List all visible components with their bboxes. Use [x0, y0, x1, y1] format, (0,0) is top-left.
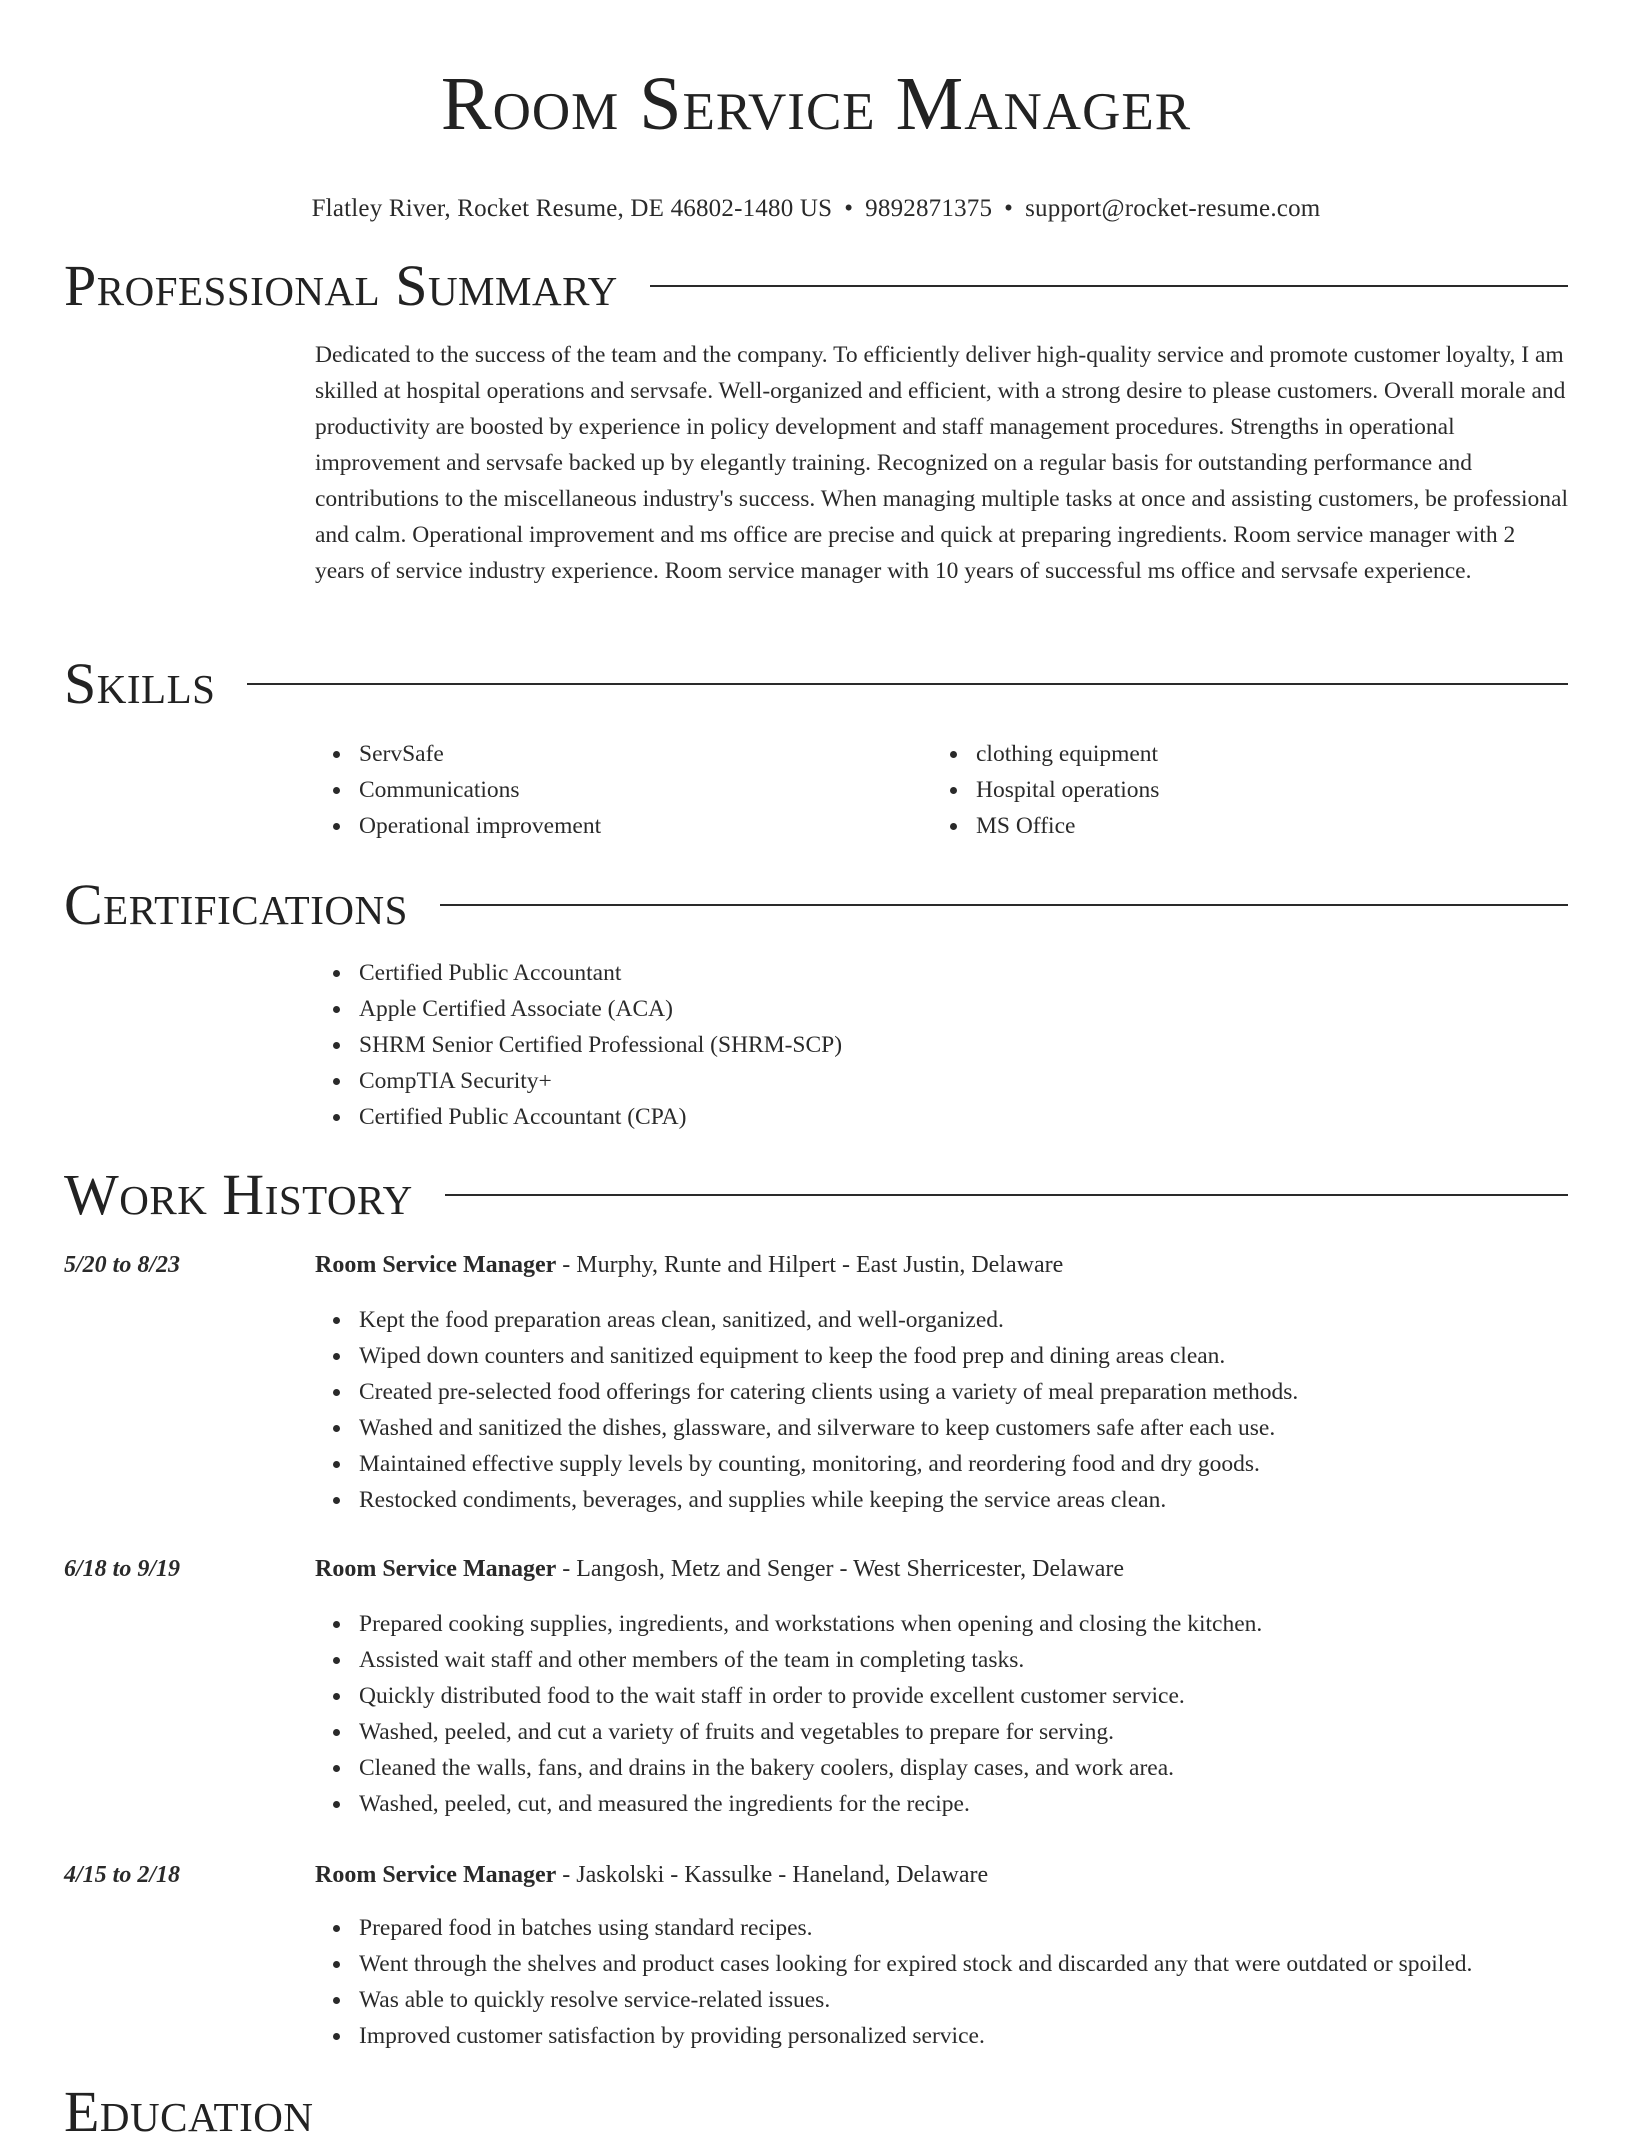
- job-duty-item: Prepared food in batches using standard recipes.: [359, 1910, 1568, 1946]
- job-duty-item: Washed, peeled, and cut a variety of fruits and vegetables to prepare for serving.: [359, 1714, 1568, 1750]
- contact-phone: 9892871375: [865, 195, 993, 222]
- job-bullets-block: [315, 1910, 1568, 2054]
- job-duty-item: Kept the food preparation areas clean, sanitized, and well-organized.: [359, 1302, 1568, 1338]
- job-role: Room Service Manager: [315, 1252, 557, 1278]
- job-duty-item: Prepared cooking supplies, ingredients, and workstations when opening and closing the kitchen.: [359, 1606, 1568, 1642]
- job-duty-item: Restocked condiments, beverages, and supplies while keeping the service areas clean.: [359, 1482, 1568, 1518]
- job-duty-item: Assisted wait staff and other members of the team in completing tasks.: [359, 1642, 1568, 1678]
- contact-line: [64, 194, 1568, 224]
- education-section-header: [64, 2080, 1568, 2144]
- contact-separator: •: [1004, 195, 1014, 222]
- resume-page: [64, 0, 1568, 2144]
- certifications-list: [315, 955, 1568, 1135]
- job-duty-item: Went through the shelves and product cases looking for expired stock and discarded any that were outdated or spoiled.: [359, 1946, 1568, 1982]
- certifications-section-title: Certifications: [64, 872, 408, 937]
- section-divider: [247, 683, 1568, 685]
- skill-item: Operational improvement: [359, 808, 932, 844]
- skills-block: [315, 736, 1568, 844]
- summary-section-title: Professional Summary: [64, 253, 618, 318]
- certification-item: SHRM Senior Certified Professional (SHRM-SCP): [359, 1027, 1568, 1063]
- job-title-line: [315, 1859, 1568, 1891]
- job-dates: 6/18 to 9/19: [64, 1556, 181, 1582]
- work-history-section-title: Work History: [64, 1162, 413, 1227]
- job-duties-list: [315, 1302, 1568, 1518]
- candidate-name: Room Service Manager: [440, 62, 1192, 146]
- job-dates: 5/20 to 8/23: [64, 1252, 181, 1278]
- job-duty-item: Cleaned the walls, fans, and drains in the bakery coolers, display cases, and work area.: [359, 1750, 1568, 1786]
- section-divider: [650, 285, 1568, 287]
- job-employer: - Jaskolski - Kassulke - Haneland, Delaware: [556, 1862, 989, 1888]
- contact-email: support@rocket-resume.com: [1025, 195, 1321, 222]
- skills-section-header: [64, 652, 1568, 716]
- section-divider: [445, 1194, 1568, 1196]
- job-duties-list: [315, 1606, 1568, 1822]
- job-role: Room Service Manager: [315, 1556, 557, 1582]
- job-employer: - Murphy, Runte and Hilpert - East Justin, Delaware: [556, 1252, 1064, 1278]
- job-title-line: [315, 1249, 1568, 1281]
- job-duty-item: Quickly distributed food to the wait staff in order to provide excellent customer service.: [359, 1678, 1568, 1714]
- job-role: Room Service Manager: [315, 1862, 557, 1888]
- job-title-line: [315, 1553, 1568, 1585]
- summary-text: Dedicated to the success of the team and the company. To efficiently deliver high-quality service and promote customer loyalty, I am skilled at hospital operations and servsafe. Well-organized and efficient, with a strong desire to please customers. Overall morale and productivity are boosted by experience in policy development and staff management procedures. Strengths in operational improvement and servsafe backed up by elegantly training. Recognized on a regular basis for outstanding performance and contributions to the miscellaneous industry's success. When managing multiple tasks at once and assisting customers, be professional and calm. Operational improvement and ms office are precise and quick at preparing ingredients. Room service manager with 2 years of service industry experience. Room service manager with 10 years of successful ms office and servsafe experience.: [315, 342, 1568, 584]
- job-duty-item: Improved customer satisfaction by providing personalized service.: [359, 2018, 1568, 2054]
- work-history-section-header: [64, 1163, 1568, 1227]
- certification-item: Certified Public Accountant: [359, 955, 1568, 991]
- job-duty-item: Wiped down counters and sanitized equipment to keep the food prep and dining areas clean.: [359, 1338, 1568, 1374]
- contact-separator: •: [844, 195, 854, 222]
- skill-item: MS Office: [976, 808, 1549, 844]
- skills-section-title: Skills: [64, 651, 216, 716]
- job-duty-item: Maintained effective supply levels by counting, monitoring, and reordering food and dry goods.: [359, 1446, 1568, 1482]
- skills-column-right: [932, 736, 1549, 844]
- skill-item: ServSafe: [359, 736, 932, 772]
- job-bullets-block: [315, 1606, 1568, 1822]
- job-duty-item: Washed, peeled, cut, and measured the ingredients for the recipe.: [359, 1786, 1568, 1822]
- job-duty-item: Washed and sanitized the dishes, glassware, and silverware to keep customers safe after each use.: [359, 1410, 1568, 1446]
- section-divider: [440, 904, 1568, 906]
- certification-item: Apple Certified Associate (ACA): [359, 991, 1568, 1027]
- job-bullets-block: [315, 1302, 1568, 1518]
- skills-column-left: [315, 736, 932, 844]
- contact-address: Flatley River, Rocket Resume, DE 46802-1480 US: [311, 195, 833, 222]
- education-section-title: Education: [64, 2079, 314, 2144]
- certification-item: CompTIA Security+: [359, 1063, 1568, 1099]
- job-employer: - Langosh, Metz and Senger - West Sherricester, Delaware: [556, 1556, 1125, 1582]
- job-duties-list: [315, 1910, 1568, 2054]
- skill-item: Communications: [359, 772, 932, 808]
- skills-grid: [315, 736, 1568, 844]
- skill-item: Hospital operations: [976, 772, 1549, 808]
- summary-block: [315, 337, 1568, 589]
- skill-item: clothing equipment: [976, 736, 1549, 772]
- job-duty-item: Was able to quickly resolve service-related issues.: [359, 1982, 1568, 2018]
- skills-list-right: [932, 736, 1549, 844]
- certification-item: Certified Public Accountant (CPA): [359, 1099, 1568, 1135]
- certifications-section-header: [64, 873, 1568, 937]
- certifications-block: [315, 955, 1568, 1135]
- job-dates: 4/15 to 2/18: [64, 1862, 181, 1888]
- skills-list-left: [315, 736, 932, 844]
- summary-section-header: [64, 254, 1568, 318]
- job-duty-item: Created pre-selected food offerings for catering clients using a variety of meal preparation methods.: [359, 1374, 1568, 1410]
